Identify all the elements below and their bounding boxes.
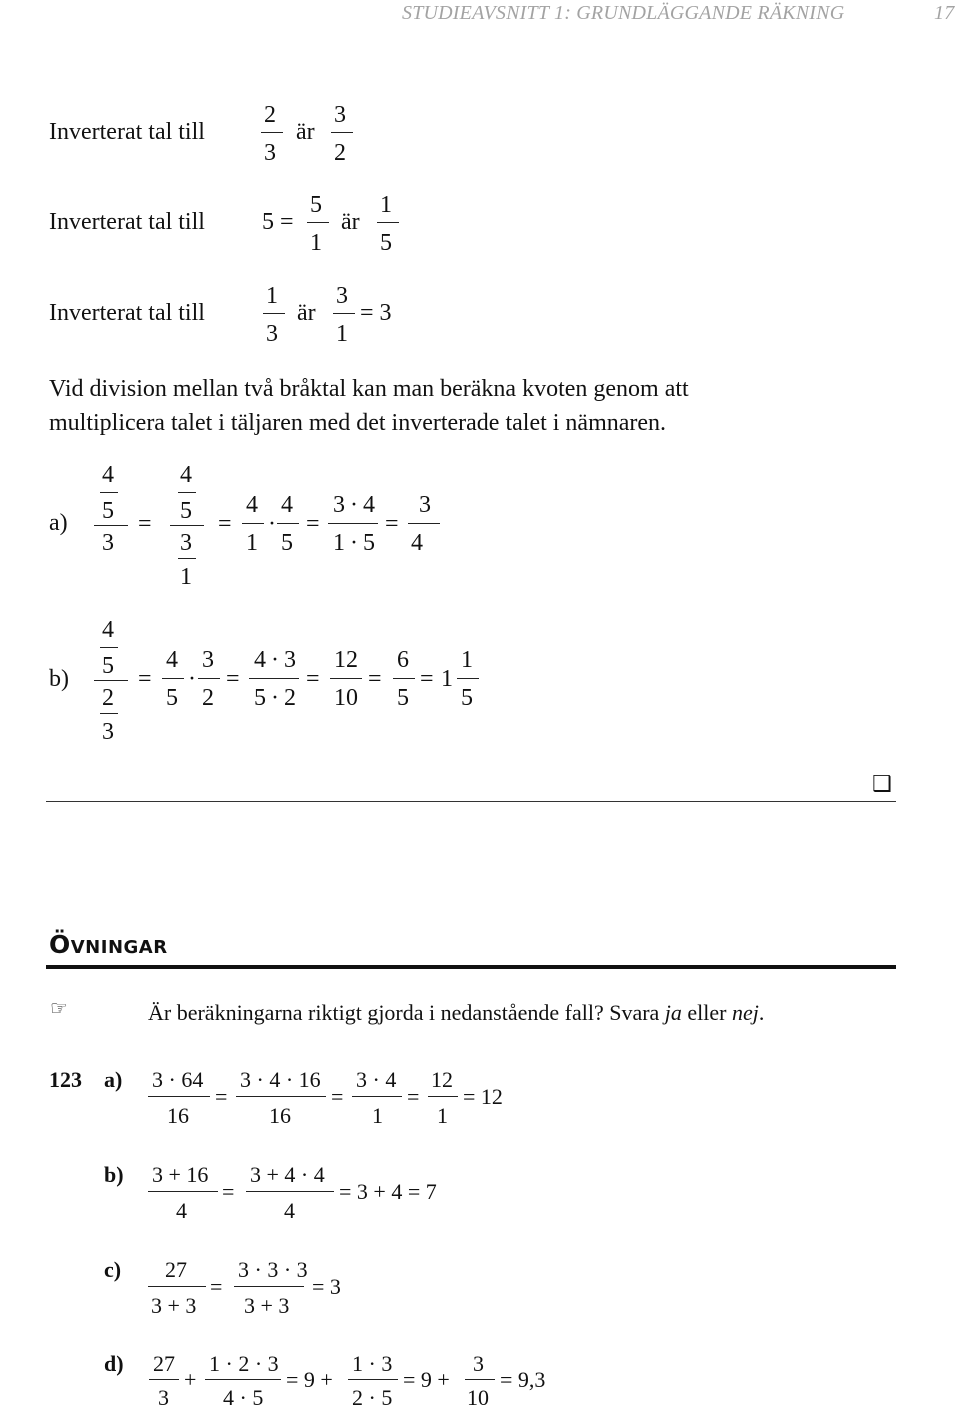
num: 4: [166, 647, 178, 673]
num: 5: [102, 498, 114, 524]
multiply-dot: ·: [271, 647, 279, 673]
item-label: b): [104, 1162, 124, 1187]
equals-sign: =: [420, 666, 434, 692]
fraction-numerator: 5: [310, 192, 322, 218]
fraction-bar: [249, 678, 299, 679]
denominator: 3: [158, 1385, 169, 1410]
num: 6: [397, 647, 409, 673]
denominator: 4 · 5: [223, 1385, 264, 1410]
num: 3: [102, 719, 114, 745]
num: 3: [419, 492, 431, 518]
equals-sign: =: [138, 666, 152, 692]
fraction-bar: [457, 678, 479, 679]
fraction-bar: [148, 1286, 206, 1287]
numerator: 3 + 16: [152, 1162, 209, 1187]
fraction-bar: [162, 678, 184, 679]
fraction-bar: [348, 1379, 398, 1380]
fraction-bar: [100, 647, 118, 648]
result: = 9,3: [500, 1367, 546, 1392]
num: 4: [363, 492, 375, 518]
num: 4: [254, 647, 266, 673]
fraction-numerator: 1: [266, 283, 278, 309]
num: 3: [333, 492, 345, 518]
section-divider: [46, 801, 896, 802]
fraction-denominator: 2: [334, 140, 346, 166]
equals-sign: =: [306, 666, 320, 692]
running-header: [0, 0, 960, 30]
fraction-bar: [330, 678, 362, 679]
num: 3: [202, 647, 214, 673]
denominator: 1: [372, 1103, 383, 1128]
fraction-bar: [100, 713, 118, 714]
result: = 3: [312, 1274, 341, 1299]
numerator: 3 + 4 · 4: [250, 1162, 325, 1187]
main-fraction-bar: [94, 680, 128, 681]
exercises-heading: Övningar: [49, 930, 168, 959]
fraction-bar: [277, 523, 299, 524]
num: 5: [363, 530, 375, 556]
num: 1: [461, 647, 473, 673]
inverse-lead: Inverterat tal till: [49, 300, 205, 326]
num: 5: [254, 685, 266, 711]
num: 4: [411, 530, 423, 556]
num: 4: [102, 617, 114, 643]
num: 4: [281, 492, 293, 518]
denominator: 10: [467, 1385, 489, 1410]
numerator: 12: [431, 1067, 453, 1092]
equals-sign: =: [210, 1274, 223, 1299]
num: 3: [180, 530, 192, 556]
item-label: d): [104, 1351, 124, 1376]
fraction-bar: [178, 558, 196, 559]
fraction-denominator: 3: [264, 140, 276, 166]
fraction-numerator: 3: [334, 102, 346, 128]
fraction-bar: [352, 1096, 402, 1097]
equals-sign: =: [215, 1084, 228, 1109]
equals-sign: =: [306, 511, 320, 537]
fraction-bar: [307, 222, 329, 223]
numerator: 3: [473, 1351, 484, 1376]
fraction-denominator: 5: [380, 230, 392, 256]
fraction-bar: [148, 1096, 210, 1097]
num: 2: [202, 685, 214, 711]
num: 4: [246, 492, 258, 518]
denominator: 3 + 3: [151, 1293, 197, 1318]
equals-sign: =: [218, 511, 232, 537]
multiply-dot: ·: [188, 666, 196, 692]
numerator: 27: [165, 1257, 187, 1282]
page-number: 17: [934, 2, 955, 24]
inverse-word: är: [341, 209, 360, 235]
fraction-bar: [246, 1191, 334, 1192]
fraction-bar: [149, 1379, 179, 1380]
fraction-bar: [261, 132, 283, 133]
checkbox-icon: ❑: [872, 772, 892, 797]
num: 2: [102, 685, 114, 711]
example-label: a): [49, 510, 68, 536]
denominator: 3 + 3: [244, 1293, 290, 1318]
main-fraction-bar: [170, 525, 204, 526]
answer-no: nej: [732, 1000, 759, 1025]
equals-sign: =: [385, 511, 399, 537]
fraction-bar: [263, 313, 285, 314]
main-fraction-bar: [94, 525, 128, 526]
num: 10: [334, 685, 358, 711]
fraction-numerator: 3: [336, 283, 348, 309]
fraction-denominator: 1: [310, 230, 322, 256]
fraction-numerator: 1: [380, 192, 392, 218]
fraction-bar: [331, 132, 353, 133]
num: 3: [102, 530, 114, 556]
fraction-bar: [242, 523, 264, 524]
fraction-denominator: 3: [266, 321, 278, 347]
fraction-bar: [408, 523, 440, 524]
fraction-bar: [205, 1379, 281, 1380]
inverse-lead: Inverterat tal till: [49, 119, 205, 145]
numerator: 1 · 3: [352, 1351, 393, 1376]
num: 1: [180, 564, 192, 590]
fraction-bar: [198, 678, 220, 679]
instruction-text: eller: [681, 1000, 733, 1025]
denominator: 16: [269, 1103, 291, 1128]
num: 4: [180, 462, 192, 488]
equals-sign: =: [407, 1084, 420, 1109]
fraction-bar: [178, 492, 196, 493]
heading-rule: [46, 965, 896, 969]
fraction-bar: [393, 678, 415, 679]
num: 5: [180, 498, 192, 524]
answer-yes: ja: [664, 1000, 682, 1025]
equals-sign: =: [138, 511, 152, 537]
fraction-bar: [333, 313, 355, 314]
num: 1: [246, 530, 258, 556]
multiply-dot: ·: [271, 685, 279, 711]
fraction-bar: [428, 1096, 458, 1097]
hand-pointer-icon: ☞: [50, 996, 68, 1020]
plus-sign: +: [184, 1367, 197, 1392]
equals-sign: =: [222, 1179, 235, 1204]
denominator: 2 · 5: [352, 1385, 393, 1410]
running-title: STUDIEAVSNITT 1: GRUNDLÄGGANDE RÄKNING: [402, 2, 845, 24]
paragraph-line: multiplicera talet i täljaren med det inverterade talet i nämnaren.: [49, 410, 667, 436]
equals-sign: =: [368, 666, 382, 692]
partial-result: = 9 +: [403, 1367, 450, 1392]
fraction-bar: [148, 1191, 218, 1192]
fraction-bar: [236, 1096, 326, 1097]
num: 3: [284, 647, 296, 673]
num: 5: [281, 530, 293, 556]
numerator: 3 · 4 · 16: [240, 1067, 321, 1092]
fraction-numerator: 2: [264, 102, 276, 128]
exercise-instruction: [148, 1000, 764, 1026]
example-label: b): [49, 666, 69, 692]
item-label: a): [104, 1067, 123, 1092]
fraction-bar: [100, 492, 118, 493]
num: 5: [461, 685, 473, 711]
inverse-word: är: [296, 119, 315, 145]
partial-result: = 9 +: [286, 1367, 333, 1392]
denominator: 4: [176, 1198, 187, 1223]
fraction-bar: [234, 1286, 304, 1287]
fraction-bar: [377, 222, 399, 223]
result: = 12: [463, 1084, 503, 1109]
paragraph-line: Vid division mellan två bråktal kan man beräkna kvoten genom att: [49, 376, 689, 402]
exercise-number: 123: [49, 1067, 82, 1092]
numerator: 3 · 4: [356, 1067, 397, 1092]
item-label: c): [104, 1257, 122, 1282]
multiply-dot: ·: [350, 530, 358, 556]
inverse-lead: Inverterat tal till: [49, 209, 205, 235]
division-paragraph: [49, 372, 689, 440]
equals-sign: =: [331, 1084, 344, 1109]
multiply-dot: ·: [268, 511, 276, 537]
numerator: 1 · 2 · 3: [209, 1351, 279, 1376]
instruction-text: Är beräkningarna riktigt gjorda i nedanstående fall? Svara: [148, 1000, 665, 1025]
denominator: 4: [284, 1198, 295, 1223]
whole-number: 1: [441, 666, 453, 692]
numerator: 3 · 64: [152, 1067, 204, 1092]
num: 5: [166, 685, 178, 711]
denominator: 1: [437, 1103, 448, 1128]
num: 5: [397, 685, 409, 711]
denominator: 16: [167, 1103, 189, 1128]
numerator: 3 · 3 · 3: [238, 1257, 308, 1282]
multiply-dot: ·: [350, 492, 358, 518]
num: 12: [334, 647, 358, 673]
numerator: 27: [153, 1351, 175, 1376]
num: 1: [333, 530, 345, 556]
inverse-word: är: [297, 300, 316, 326]
fraction-denominator: 1: [336, 321, 348, 347]
fraction-bar: [465, 1379, 495, 1380]
result: = 3 + 4 = 7: [339, 1179, 437, 1204]
equals-sign: =: [226, 666, 240, 692]
fraction-bar: [328, 523, 378, 524]
instruction-text: .: [758, 1000, 765, 1025]
num: 4: [102, 462, 114, 488]
inverse-pre: 5 =: [262, 209, 294, 235]
num: 2: [284, 685, 296, 711]
num: 5: [102, 653, 114, 679]
inverse-post: = 3: [360, 300, 392, 326]
